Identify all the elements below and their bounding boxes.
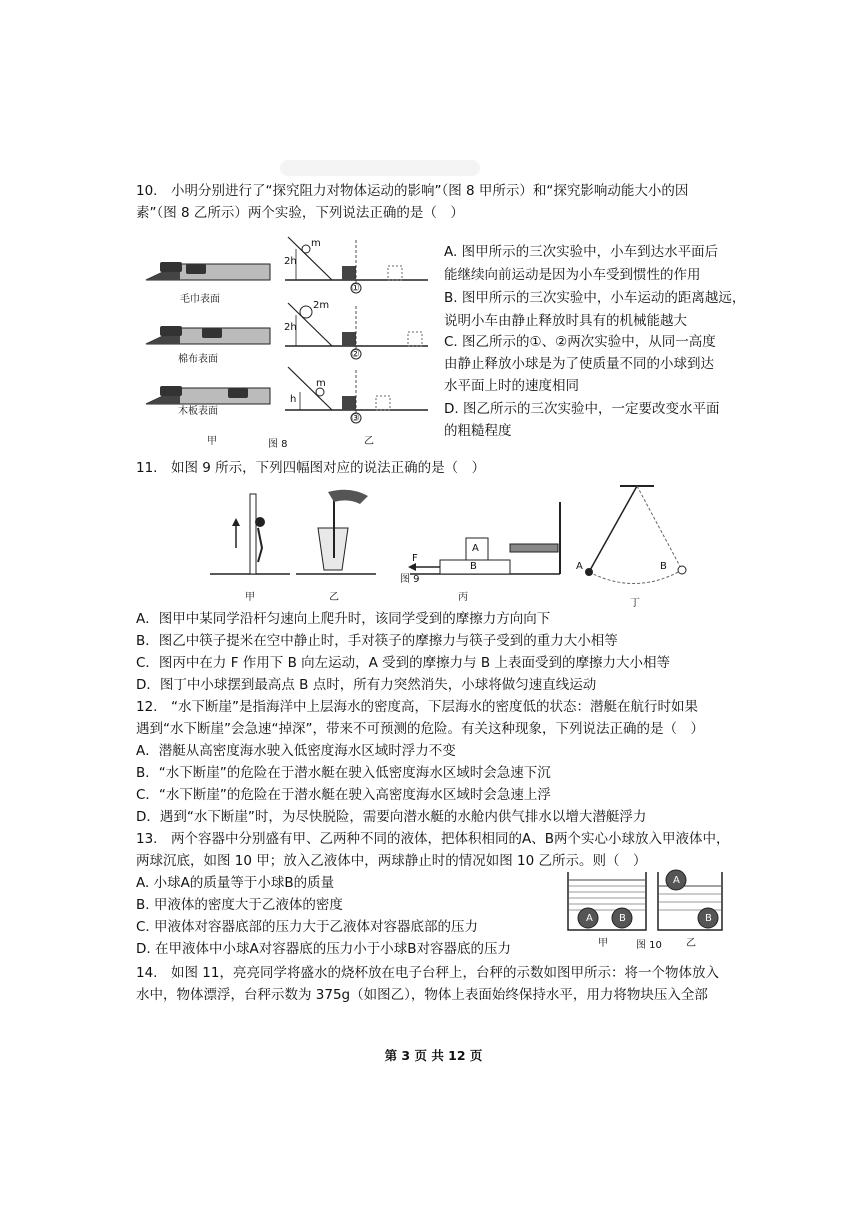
figure-9-caption: 图 9 [400,574,420,585]
q13-option-c: C. 甲液体对容器底部的压力大于乙液体对容器底部的压力 [136,919,479,935]
ball-b-label-yi: B [705,913,712,924]
figure-10-caption: 图 10 [636,940,662,951]
q14-stem-line2: 水中，物体漂浮，台秤示数为 375g（如图乙），物体上表面始终保持水平，用力将物块压入全部 [136,987,708,1003]
figure-8-caption: 图 8 [268,439,288,450]
figure-9-ding-pendulum [585,486,686,584]
q10-option-a-line1: A. 图甲所示的三次实验中，小车到达水平面后 [444,244,719,260]
trial-number-1: ① [351,283,360,294]
ramp-1 [146,262,270,280]
q12-option-a: A．潜艇从高密度海水驶入低密度海水区域时浮力不变 [136,743,456,759]
q12-option-b: B．“水下断崖”的危险在于潜水艇在驶入低密度海水区域时会急速下沉 [136,765,551,781]
ramp-2 [146,326,270,344]
figure-8-jia-label: 甲 [207,436,217,447]
mass-label-1: m [311,238,321,249]
height-label-2: 2h [284,322,297,333]
q10-option-b-line2: 说明小车由静止释放时具有的机械能越大 [444,313,687,329]
figure-9-bing-blocks [408,502,560,574]
page-footer: 第 3 页 共 12 页 [384,1048,483,1063]
point-a-label: A [576,561,583,572]
q13-option-a: A. 小球A的质量等于小球B的质量 [136,875,335,891]
figure-8-yi [280,232,440,432]
scan-smudge [280,160,480,176]
surface-cotton-label: 棉布表面 [178,354,218,365]
q11-option-d: D．图丁中小球摆到最高点 B 点时，所有力突然消失，小球将做匀速直线运动 [136,677,597,693]
figure-10-yi-label: 乙 [686,938,696,949]
trial-number-3: ③ [351,413,360,424]
figure-9-jia-label: 甲 [245,592,255,603]
q12-stem-line2: 遇到“水下断崖”会急速“掉深”，带来不可预测的危险。有关这种现象，下列说法正确的是（ ） [136,721,704,737]
figure-9-jia-pole [210,494,290,574]
q10-option-d-line1: D. 图乙所示的三次实验中，一定要改变水平面 [444,401,720,417]
block-b-label: B [470,561,477,572]
q10-stem-line2: 素”（图 8 乙所示）两个实验，下列说法正确的是（ ） [136,205,464,221]
q11-stem: 11. 如图 9 所示，下列四幅图对应的说法正确的是（ ） [136,460,486,476]
q11-option-b: B．图乙中筷子提米在空中静止时，手对筷子的摩擦力与筷子受到的重力大小相等 [136,633,618,649]
q10-option-c-line1: C. 图乙所示的①、②两次实验中，从同一高度 [444,334,716,350]
ball-a-label-jia: A [586,913,593,924]
point-b-label: B [660,561,667,572]
q10-option-d-line2: 的粗糙程度 [444,423,512,439]
q11-option-c: C．图丙中在力 F 作用下 B 向左运动，A 受到的摩擦力与 B 上表面受到的摩擦力大小相等 [136,655,670,671]
surface-towel-label: 毛巾表面 [180,294,220,305]
q13-stem-line2: 两球沉底，如图 10 甲；放入乙液体中，两球静止时的情况如图 10 乙所示。则（ ） [136,853,647,869]
q13-option-b: B. 甲液体的密度大于乙液体的密度 [136,897,343,913]
ball-b-label-jia: B [619,913,626,924]
q12-option-d: D．遇到“水下断崖”时，为尽快脱险，需要向潜水艇的水舱内供气排水以增大潜艇浮力 [136,809,647,825]
q10-option-b-line1: B. 图甲所示的三次实验中，小车运动的距离越远， [444,290,746,306]
q12-option-c: C．“水下断崖”的危险在于潜水艇在驶入高密度海水区域时会急速上浮 [136,787,551,803]
ball-a-label-yi: A [673,875,680,886]
figure-9 [200,478,700,588]
height-label-3: h [290,394,297,405]
q10-option-c-line2: 由静止释放小球是为了使质量不同的小球到达 [444,356,714,372]
figure-8-yi-label: 乙 [364,436,374,447]
block-a-label: A [472,543,479,554]
q13-option-d: D. 在甲液体中小球A对容器底的压力小于小球B对容器底的压力 [136,941,511,957]
q10-option-c-line3: 水平面上时的速度相同 [444,378,579,394]
mass-label-3: m [316,378,326,389]
trial-number-2: ② [351,349,360,360]
figure-9-yi-label: 乙 [329,592,339,603]
q14-stem-line1: 14. 如图 11，亮亮同学将盛水的烧杯放在电子台秤上，台秤的示数如图甲所示：将一个物体放入 [136,965,719,981]
container-yi [658,870,722,930]
height-label-1: 2h [284,256,297,267]
figure-9-bing-label: 丙 [458,592,468,603]
mass-label-2: 2m [313,300,330,311]
container-jia [568,872,646,930]
figure-9-yi-chopsticks [296,490,376,574]
figure-10-jia-label: 甲 [598,938,608,949]
force-f-label: F [412,553,418,564]
q10-option-a-line2: 能继续向前运动是因为小车受到惯性的作用 [444,267,701,283]
surface-wood-label: 木板表面 [178,406,218,417]
figure-10 [566,866,726,938]
q12-stem-line1: 12. “水下断崖”是指海洋中上层海水的密度高，下层海水的密度低的状态：潜艇在航行时如果 [136,699,698,715]
q11-option-a: A．图甲中某同学沿杆匀速向上爬升时，该同学受到的摩擦力方向向下 [136,611,551,627]
q10-stem-line1: 10. 小明分别进行了“探究阻力对物体运动的影响”（图 8 甲所示）和“探究影响动能大小的因 [136,183,689,199]
q13-stem-line1: 13. 两个容器中分别盛有甲、乙两种不同的液体，把体积相同的A、B两个实心小球放入甲液体中， [136,831,730,847]
figure-9-ding-label: 丁 [630,598,640,609]
